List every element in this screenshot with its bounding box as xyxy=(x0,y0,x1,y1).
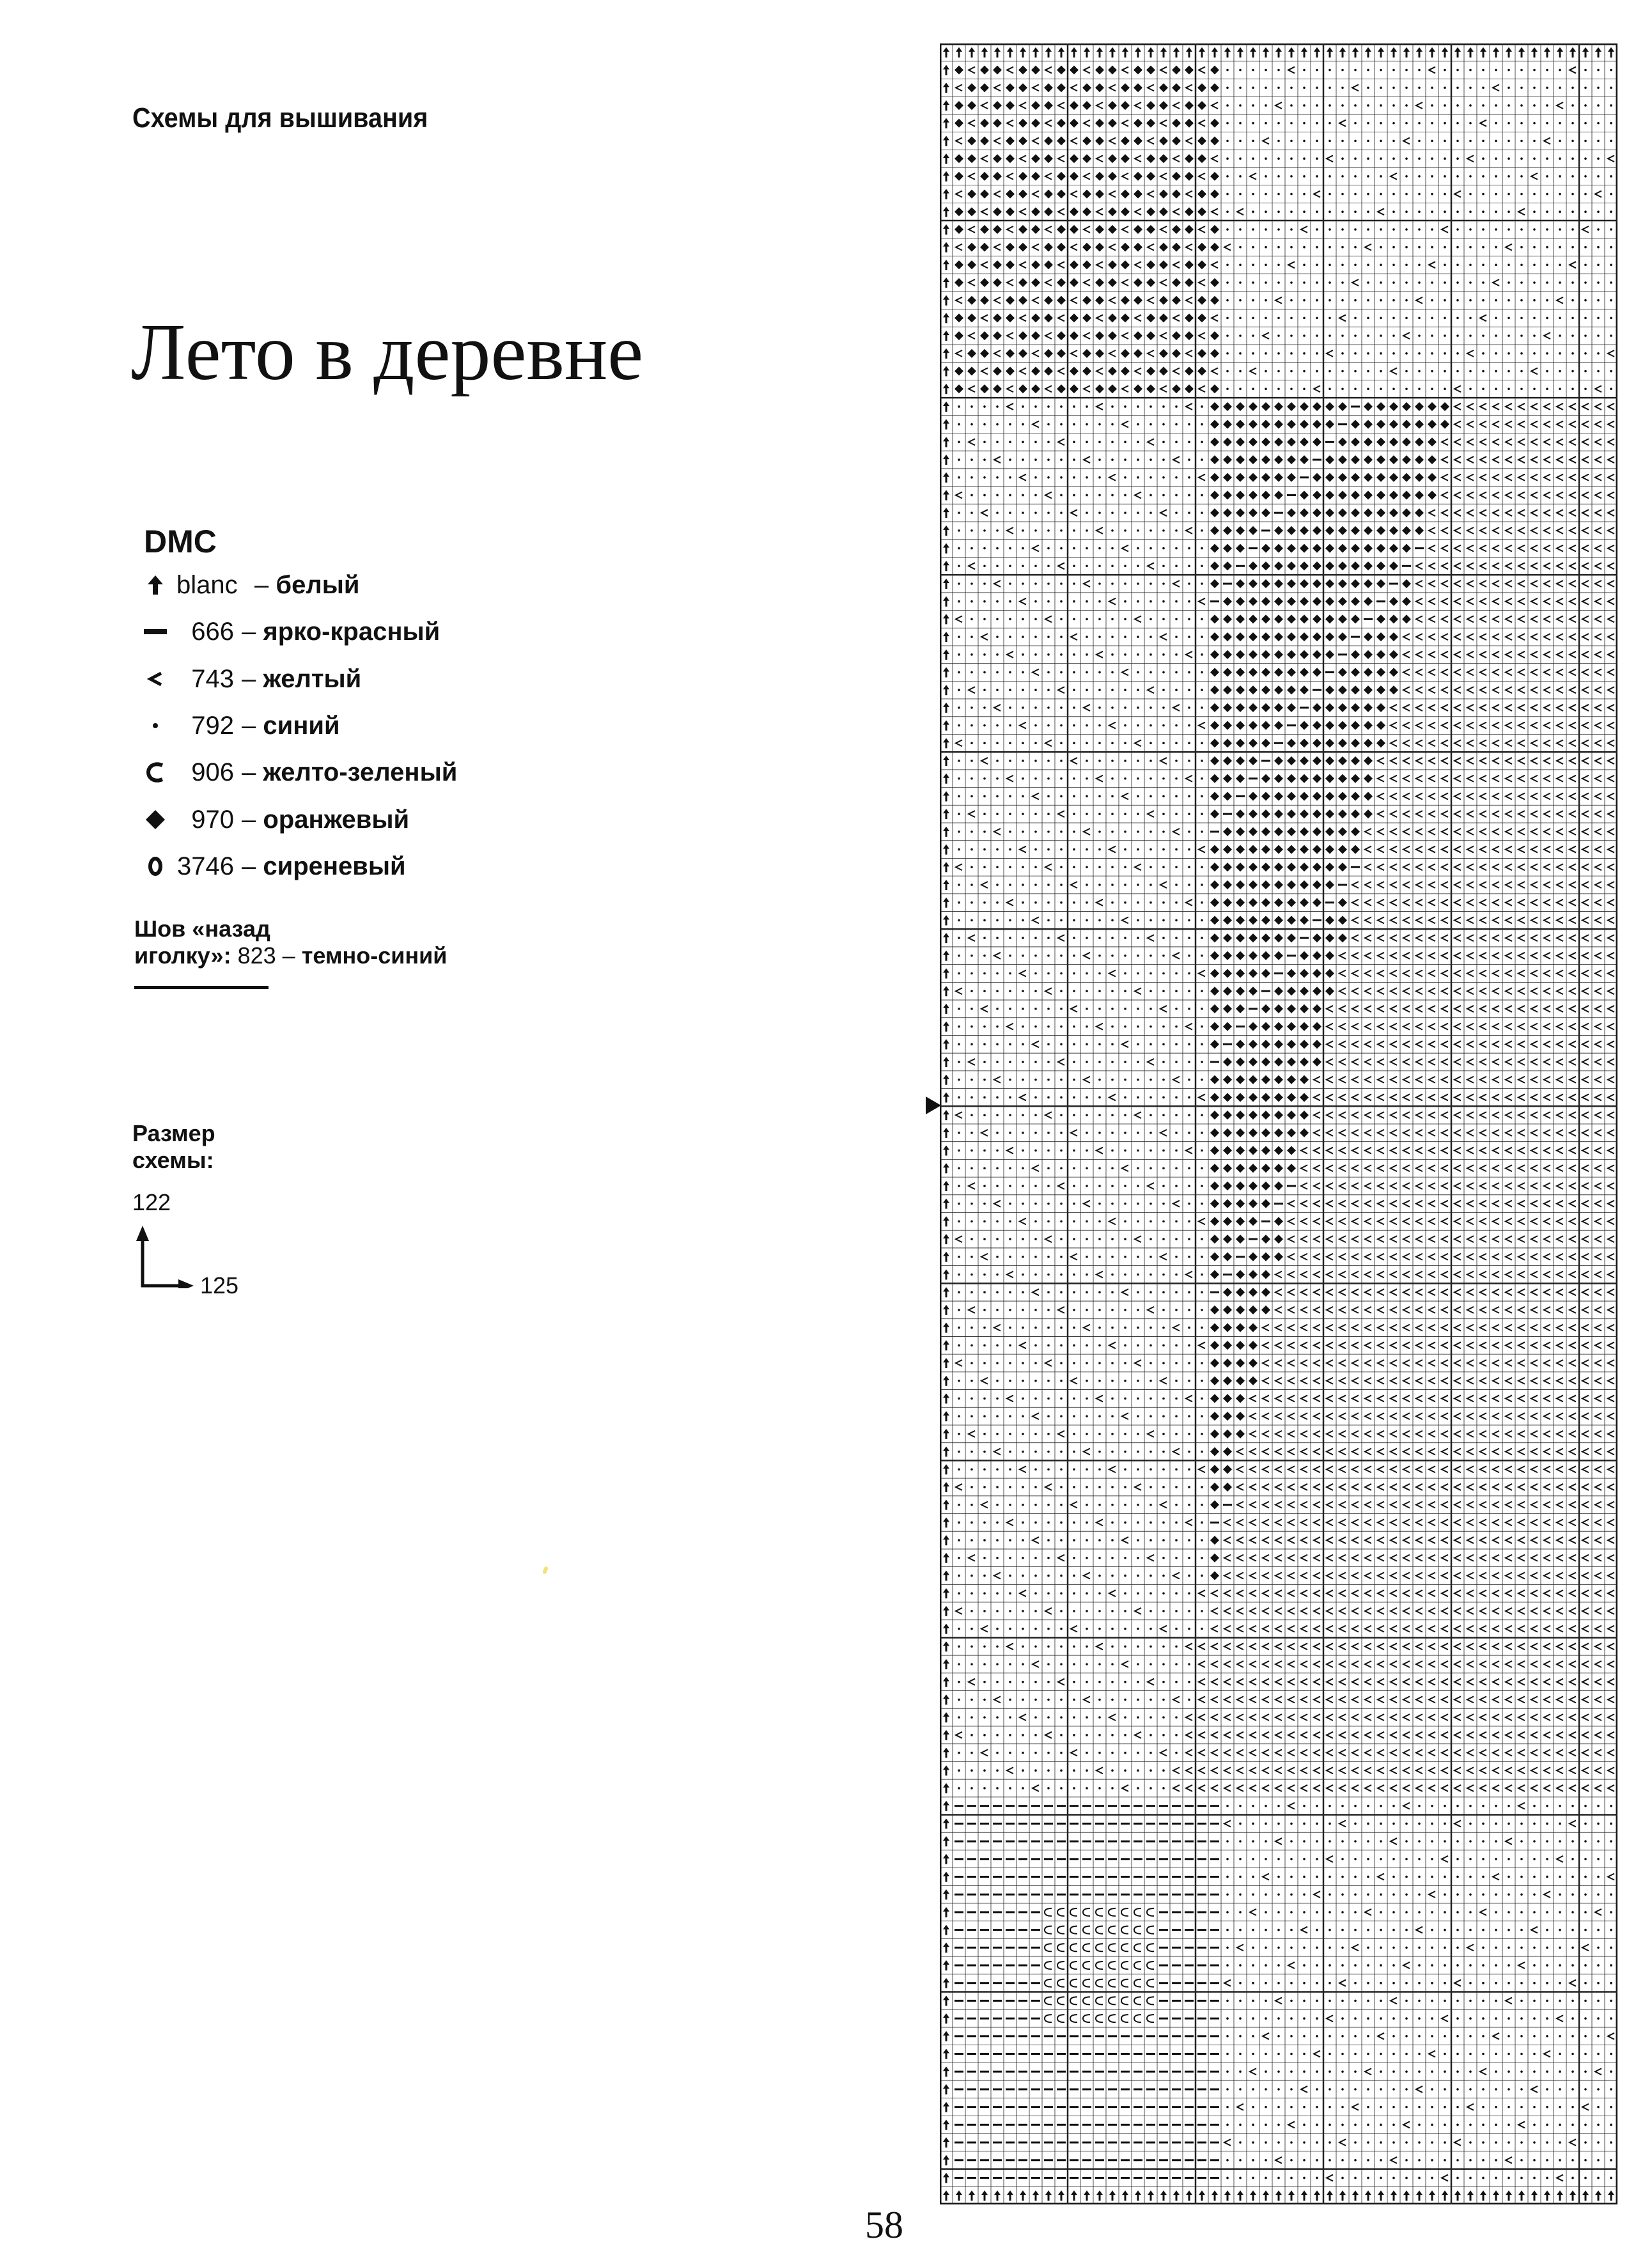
size-label-line1: Размер xyxy=(132,1120,215,1146)
legend-item-3746 xyxy=(134,847,406,885)
backstitch-dash: – xyxy=(282,942,295,969)
legend-code: 3746 xyxy=(177,852,234,880)
blanc-arrow-icon xyxy=(134,566,176,604)
chart-grid xyxy=(940,43,1617,2204)
size-height: 122 xyxy=(132,1189,171,1215)
legend-name: сиреневый xyxy=(263,852,406,880)
center-marker-icon xyxy=(926,1096,941,1118)
backstitch-code: 823 xyxy=(237,942,276,969)
legend-dash: – xyxy=(242,617,256,646)
legend-name: оранжевый xyxy=(263,805,410,834)
legend-dash: – xyxy=(242,805,256,834)
legend-dash: – xyxy=(242,758,256,786)
backstitch-label-line2: иголку»: xyxy=(134,942,231,969)
page-number: 58 xyxy=(865,2204,903,2246)
legend-item-blanc xyxy=(134,566,360,604)
paper-mark xyxy=(542,1566,549,1574)
legend-item-792 xyxy=(134,706,340,745)
dot-icon xyxy=(134,706,176,745)
page-title: Лето в деревне xyxy=(131,308,644,397)
backstitch-name: темно-синий xyxy=(301,942,448,969)
backstitch-label-line1: Шов «назад xyxy=(134,916,270,942)
legend-dash: – xyxy=(242,711,256,740)
legend-item-743 xyxy=(134,660,361,698)
legend-name: белый xyxy=(276,570,360,599)
dash-icon xyxy=(134,612,176,651)
c-icon xyxy=(134,753,176,792)
legend-code: 666 xyxy=(191,617,234,646)
divider xyxy=(134,986,269,989)
o-icon xyxy=(134,847,176,885)
diamond-icon xyxy=(134,800,176,839)
legend-code: 743 xyxy=(191,664,234,693)
legend-code: 970 xyxy=(191,805,234,834)
size-width: 125 xyxy=(200,1272,239,1298)
chevron-left-icon xyxy=(134,660,176,698)
legend-name: желто-зеленый xyxy=(263,758,458,786)
size-arrows-icon xyxy=(131,1224,195,1291)
legend-name: ярко-красный xyxy=(263,617,440,646)
size-label-line2: схемы: xyxy=(132,1147,214,1173)
backstitch-note xyxy=(134,916,447,969)
legend-dash: – xyxy=(242,852,256,880)
legend-code: 906 xyxy=(191,758,234,786)
section-title: Схемы для вышивания xyxy=(132,102,428,134)
size-label xyxy=(132,1120,215,1174)
legend-dash: – xyxy=(242,664,256,693)
legend-name: синий xyxy=(263,711,340,740)
legend-item-970 xyxy=(134,800,409,839)
legend-item-666 xyxy=(134,612,440,651)
legend-heading: DMC xyxy=(144,524,217,559)
cross-stitch-chart xyxy=(940,43,1617,2208)
legend-dash: – xyxy=(254,570,269,599)
legend-item-906 xyxy=(134,753,457,792)
legend-code: 792 xyxy=(191,711,234,740)
legend-code: blanc xyxy=(176,570,238,599)
legend-name: желтый xyxy=(263,664,362,693)
